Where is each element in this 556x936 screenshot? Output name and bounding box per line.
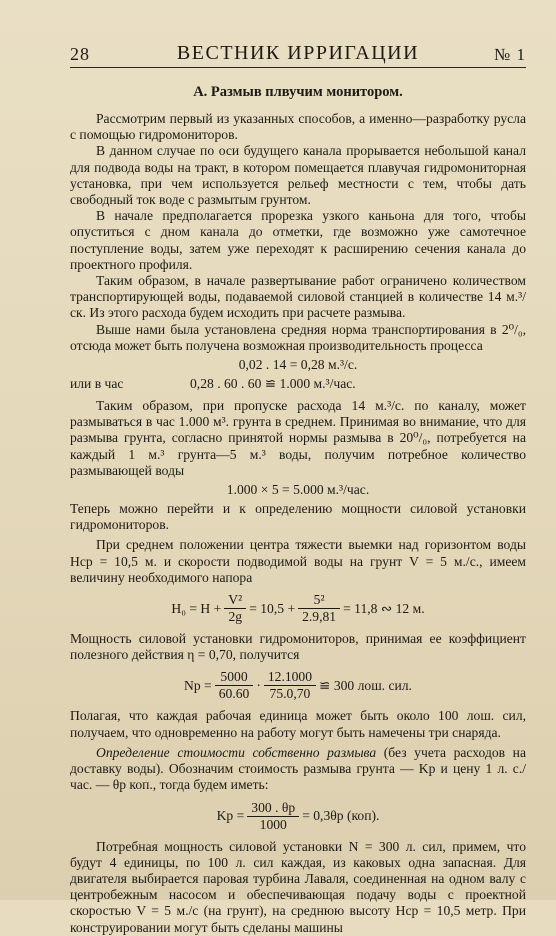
equation-4-fraction-1 (224, 592, 246, 625)
paragraph-10: Полагая, что каждая рабочая единица может быть около 100 лош. сил, получаем, что одновременно на работу могут быть намечены три снаряда. (70, 708, 526, 740)
equation-4-lhs: H₀ = H + (171, 600, 222, 616)
equation-3: 1.000 × 5 = 5.000 м.³/час. (226, 482, 370, 498)
equation-2: 0,28 . 60 . 60 ≌ 1.000 м.³/час. (190, 376, 356, 392)
paragraph-5: Выше нами была установлена средняя норма транспортирования в 2⁰/₀, отсюда может быть получена возможная производительность процесса (70, 321, 526, 353)
equation-6-den: 1000 (259, 816, 287, 832)
equation-6-fraction (247, 800, 299, 833)
equation-4 (70, 592, 526, 625)
paragraph-7: Теперь можно перейти и к определению мощности силовой установки гидромониторов. (70, 501, 526, 533)
paragraph-6: Таким образом, при пропуске расхода 14 м.³/с. по каналу, может размываться в час 1.000 м³. грунта в среднем. Принимая во внимание, что для размыва грунта, согласно принятой нормы размыва в 20⁰/₀, потребуется на каждый 1 м.³ грунта—5 м.³ воды, получим потребное количество размывающей воды (70, 398, 526, 478)
equation-6 (70, 800, 526, 833)
equation-4-frac2-num: 5² (298, 592, 340, 609)
equation-6-rhs: = 0,3θp (коп). (302, 808, 380, 823)
paragraph-4: Таким образом, в начале развертывание работ ограничено количеством транспортирующей воды, подаваемой силовой станцией в количестве 14 м.³/ск. Из этого расхода будем исходить при расчете размыва. (70, 273, 526, 321)
equation-4-frac1-num: V² (224, 592, 246, 609)
equation-5-dot: · (256, 677, 261, 693)
equation-4-frac2-den: 2.9,81 (302, 609, 337, 625)
equation-5-fraction-1 (215, 669, 254, 702)
paragraph-11-rest: (без учета расходов на доставку воды). Обозначим стоимость размыва грунта — Kp и цену 1 л. с./час. — θp коп., тогда будем иметь: (70, 744, 526, 793)
section-title: А. Размыв плвучим монитором. (193, 84, 403, 100)
equation-5-frac1-den: 60.60 (218, 686, 250, 702)
equation-5-rhs: ≌ 300 лош. сил. (319, 677, 412, 693)
page-header (70, 42, 526, 68)
equation-4-fraction-2 (298, 592, 340, 625)
equation-5 (70, 669, 526, 702)
equation-4-frac1-den: 2g (228, 609, 243, 625)
equation-4-rhs: = 11,8 ∾ 12 м. (343, 600, 425, 616)
equation-2-label: или в час (70, 376, 124, 392)
journal-title: ВЕСТНИК ИРРИГАЦИИ (176, 42, 420, 64)
paragraph-12: Потребная мощность силовой установки N = 300 л. сил, примем, что будут 4 единицы, по 100 л. сил каждая, из каковых одна запасная. Для двигателя выбирается паровая турбина Лаваля, соединенная на одном валу с центробежным насосом и обеспечивающая подачу воды с проектной скоростью V = 5 м./с (на грунт), на среднюю высоту Hcp = 10,5 метр. При конструировании могут быть сделаны машины (70, 838, 526, 935)
equation-4-mid: = 10,5 + (249, 600, 296, 616)
paragraph-11 (70, 745, 526, 794)
equation-6-num: 300 . θp (247, 800, 299, 817)
paragraph-8: При среднем положении центра тяжести выемки над горизонтом воды Hcp = 10,5 м. и скорости подводимой воды на грунт V = 5 м./с., имеем величину необходимого напора (70, 537, 526, 585)
equation-5-lhs: Np = (184, 677, 212, 693)
paragraph-1: Рассмотрим первый из указанных способов, а именно—разработку русла с помощью гидромониторов. (70, 111, 526, 143)
equation-5-frac2-den: 75.0,70 (269, 686, 311, 702)
equation-6-lhs: Kp = (216, 808, 245, 823)
issue-number: № 1 (494, 45, 526, 64)
equation-5-frac1-num: 5000 (215, 669, 254, 686)
paragraph-9: Мощность силовой установки гидромониторов, принимая ее коэффициент полезного действия η = 0,70, получится (70, 631, 526, 663)
paragraph-3: В начале предполагается прорезка узкого каньона для того, чтобы опуститься с дном канала до отметки, где возможно уже самотечное поступление воды, затем уже переходят к расширению сечения канала до проектного профиля. (70, 208, 526, 272)
equation-5-fraction-2 (264, 669, 316, 702)
equation-5-frac2-num: 12.1000 (264, 669, 316, 686)
page-number: 28 (70, 44, 90, 64)
equation-1: 0,02 . 14 = 0,28 м.³/с. (238, 357, 358, 373)
paragraph-2: В данном случае по оси будущего канала прорывается небольшой канал для подвода воды на тракт, в котором помещается плавучая гидромониторная установка, при чем используется рельеф местности с тем, чтобы дать свободный ток воде с размытым грунтом. (70, 143, 526, 208)
paragraph-11-italic: Определение стоимости собственно размыва (96, 744, 377, 760)
equation-2-row (70, 376, 526, 392)
